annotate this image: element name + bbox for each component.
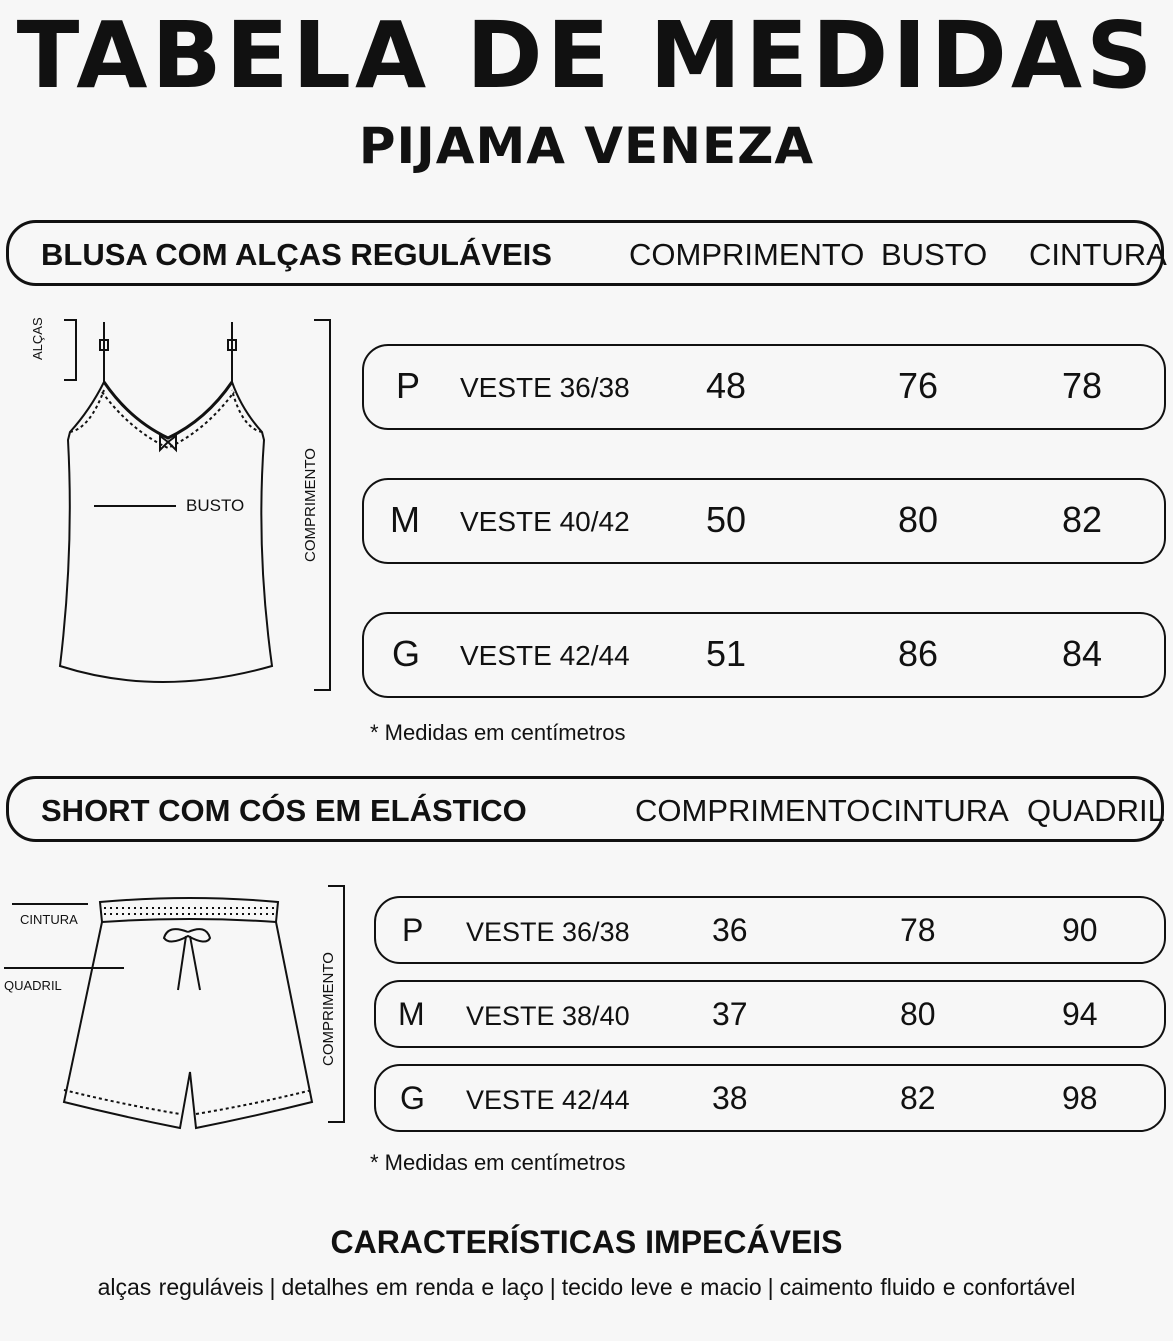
features-heading: CARACTERÍSTICAS IMPECÁVEIS bbox=[330, 1224, 843, 1260]
label-alcas: ALÇAS bbox=[30, 317, 45, 360]
fit-label: VESTE 40/42 bbox=[460, 506, 630, 537]
label-short-comprimento: COMPRIMENTO bbox=[320, 952, 337, 1066]
page-title: TABELA DE MEDIDAS bbox=[16, 2, 1157, 109]
feature-separator: | bbox=[549, 1274, 556, 1300]
value-cintura: 84 bbox=[1062, 633, 1103, 674]
fit-label: VESTE 38/40 bbox=[466, 1001, 630, 1031]
short-row-m bbox=[374, 980, 1166, 1048]
value-comprimento: 48 bbox=[706, 365, 747, 406]
value-busto: 80 bbox=[898, 499, 939, 540]
fit-label: VESTE 36/38 bbox=[460, 372, 630, 403]
blusa-row-m bbox=[362, 478, 1166, 564]
fit-label: VESTE 42/44 bbox=[466, 1085, 630, 1115]
value-quadril: 90 bbox=[1062, 912, 1098, 948]
fit-label: VESTE 42/44 bbox=[460, 640, 630, 671]
feature-item: alças reguláveis bbox=[97, 1274, 264, 1300]
features-list bbox=[0, 1272, 1173, 1302]
blusa-header-bar bbox=[6, 220, 1167, 286]
value-busto: 76 bbox=[898, 365, 939, 406]
value-quadril: 98 bbox=[1062, 1080, 1098, 1116]
size-label: M bbox=[390, 499, 420, 540]
page-subtitle: PIJAMA VENEZA bbox=[358, 117, 815, 175]
feature-separator: | bbox=[269, 1274, 276, 1300]
short-row-p bbox=[374, 896, 1166, 964]
size-label: P bbox=[402, 912, 424, 948]
label-cintura: CINTURA bbox=[20, 912, 78, 927]
feature-item: detalhes em renda e laço bbox=[281, 1274, 544, 1300]
size-label: G bbox=[392, 633, 421, 674]
value-comprimento: 38 bbox=[712, 1080, 748, 1116]
blusa-col-busto: BUSTO bbox=[881, 237, 988, 272]
value-cintura: 82 bbox=[1062, 499, 1103, 540]
blusa-heading: BLUSA COM ALÇAS REGULÁVEIS bbox=[41, 237, 552, 272]
size-label: G bbox=[400, 1080, 425, 1116]
label-blusa-comprimento: COMPRIMENTO bbox=[302, 448, 319, 562]
short-note: * Medidas em centímetros bbox=[370, 1150, 626, 1175]
short-col-cintura: CINTURA bbox=[871, 793, 1009, 828]
value-comprimento: 36 bbox=[712, 912, 748, 948]
feature-item: caimento fluido e confortável bbox=[779, 1274, 1076, 1300]
value-comprimento: 51 bbox=[706, 633, 747, 674]
value-comprimento: 37 bbox=[712, 996, 748, 1032]
blusa-col-comprimento: COMPRIMENTO bbox=[629, 237, 865, 272]
size-label: P bbox=[396, 365, 421, 406]
value-cintura: 82 bbox=[900, 1080, 936, 1116]
blusa-col-cintura: CINTURA bbox=[1029, 237, 1167, 272]
blusa-row-p bbox=[362, 344, 1166, 430]
fit-label: VESTE 36/38 bbox=[466, 917, 630, 947]
blusa-note: * Medidas em centímetros bbox=[370, 720, 626, 745]
value-quadril: 94 bbox=[1062, 996, 1098, 1032]
value-comprimento: 50 bbox=[706, 499, 747, 540]
short-row-g bbox=[374, 1064, 1166, 1132]
label-busto: BUSTO bbox=[186, 496, 245, 515]
feature-item: tecido leve e macio bbox=[561, 1274, 762, 1300]
blusa-row-g bbox=[362, 612, 1166, 698]
short-header-bar bbox=[6, 776, 1164, 842]
camisole-illustration-icon bbox=[0, 310, 340, 710]
feature-separator: | bbox=[767, 1274, 774, 1300]
value-cintura: 78 bbox=[1062, 365, 1103, 406]
short-heading: SHORT COM CÓS EM ELÁSTICO bbox=[41, 793, 527, 828]
value-busto: 86 bbox=[898, 633, 939, 674]
size-label: M bbox=[398, 996, 425, 1032]
value-cintura: 78 bbox=[900, 912, 936, 948]
short-col-quadril: QUADRIL bbox=[1027, 793, 1165, 828]
value-cintura: 80 bbox=[900, 996, 936, 1032]
short-col-comprimento: COMPRIMENTO bbox=[635, 793, 871, 828]
label-quadril: QUADRIL bbox=[4, 978, 62, 993]
